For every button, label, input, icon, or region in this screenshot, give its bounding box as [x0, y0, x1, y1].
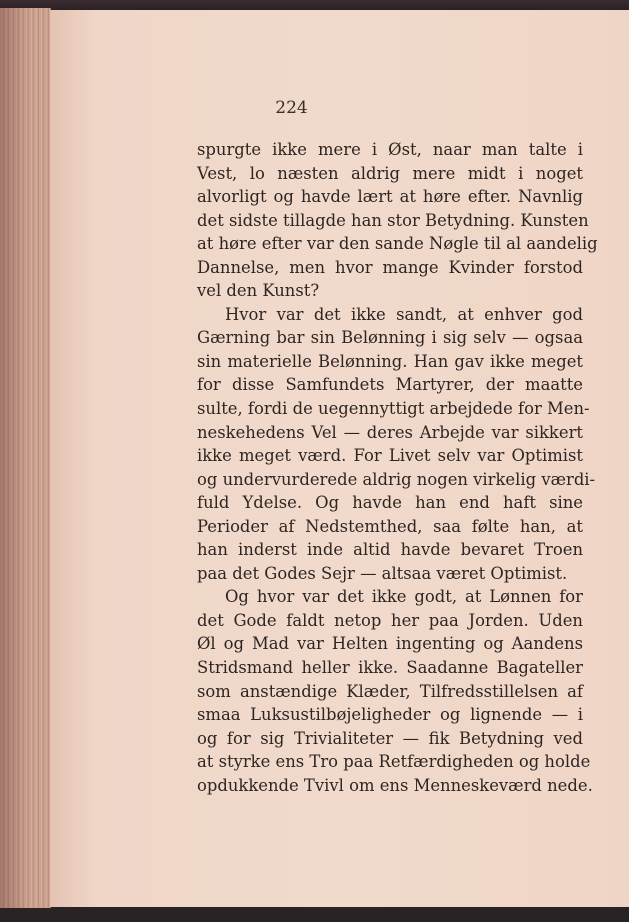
text-line: Dannelse, men hvor mange Kvinder forstod — [197, 257, 583, 277]
book-page — [50, 10, 629, 907]
text-line: for disse Samfundets Martyrer, der maatte — [197, 375, 583, 395]
book-top-edge — [0, 0, 629, 10]
text-line: og for sig Trivialiteter — fik Betydning ved — [197, 728, 583, 748]
text-line: sin materielle Belønning. Han gav ikke meget — [197, 351, 583, 371]
text-line: som anstændige Klæder, Tilfredsstillelsen af — [197, 681, 583, 701]
text-line: opdukkende Tvivl om ens Menneskeværd nede. — [197, 775, 593, 795]
text-line: Vest, lo næsten aldrig mere midt i noget — [197, 163, 583, 183]
text-line: fuld Ydelse. Og havde han end haft sine — [197, 493, 583, 513]
text-line: paa det Godes Sejr — altsaa været Optimist. — [197, 563, 568, 583]
text-line: Og hvor var det ikke godt, at Lønnen for — [225, 587, 583, 607]
text-line: spurgte ikke mere i Øst, naar man talte i — [197, 140, 583, 159]
text-line: ikke meget værd. For Livet selv var Optimist — [197, 446, 583, 466]
text-line: det sidste tillagde han stor Betydning. Kunsten — [197, 210, 589, 230]
text-line: Gærning bar sin Belønning i sig selv — ogsaa — [197, 328, 583, 348]
page-number: 224 — [275, 98, 308, 118]
text-line: Stridsmand heller ikke. Saadanne Bagateller — [197, 658, 583, 678]
text-line: vel den Kunst? — [197, 281, 320, 301]
body-text — [197, 138, 598, 797]
text-line: at høre efter var den sande Nøgle til al aandelig — [197, 234, 598, 254]
text-line: sulte, fordi de uegennyttigt arbejdede for Men- — [197, 399, 590, 419]
text-line: smaa Luksustilbøjeligheder og lignende — i — [197, 705, 583, 725]
text-line: han inderst inde altid havde bevaret Troen — [197, 540, 583, 560]
page-edges — [0, 8, 51, 908]
text-line: neskehedens Vel — deres Arbejde var sikkert — [197, 422, 583, 442]
text-line: Perioder af Nedstemthed, saa følte han, at — [197, 516, 583, 536]
text-line: det Gode faldt netop her paa Jorden. Uden — [197, 610, 583, 630]
text-line: og undervurderede aldrig nogen virkelig værdi- — [197, 469, 596, 489]
text-line: alvorligt og havde lært at høre efter. Navnlig — [197, 187, 583, 207]
text-line: Hvor var det ikke sandt, at enhver god — [225, 304, 583, 324]
text-line: Øl og Mad var Helten ingenting og Aandens — [197, 634, 583, 654]
text-line: at styrke ens Tro paa Retfærdigheden og holde — [197, 752, 591, 772]
